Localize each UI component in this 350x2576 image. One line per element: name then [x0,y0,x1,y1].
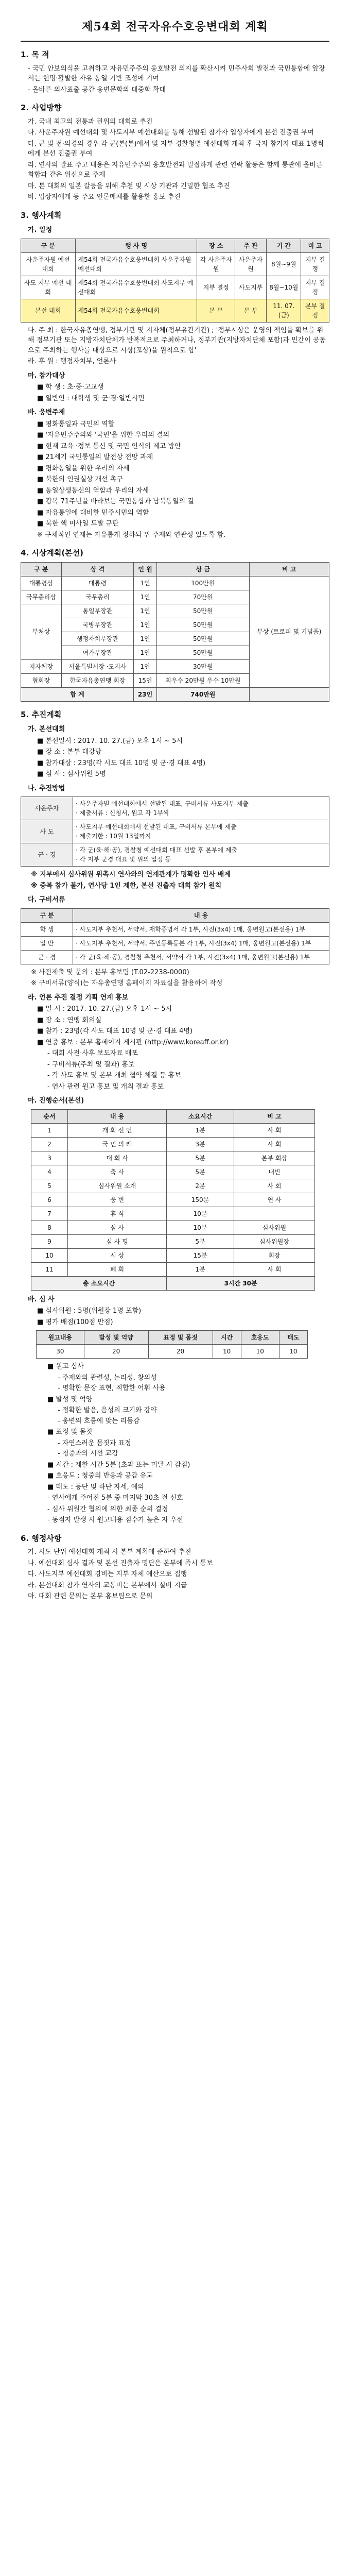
score-detail: ■ 태도 : 등단 및 하단 자세, 예의 [47,1483,144,1491]
table-cell: 30 [37,1345,84,1359]
participant-item: ■ 일반인 : 대학생 및 군·경·일반시민 [37,394,145,402]
table-cell: 1인 [134,590,157,604]
table-cell: 15인 [134,673,157,687]
table-cell: 행정자치부장관 [61,632,133,646]
section-purpose-heading: 1. 목 적 [21,50,49,59]
topic-item: ■ 자유통일에 대비한 민주시민의 역할 [37,509,149,517]
table-cell: 본 부 [197,299,235,322]
table-cell: 군 · 경 [21,843,73,867]
purpose-line: - 국민 안보의식을 고취하고 자유민주주의 웅호발전 의지를 확산시켜 민주사회 발전과 국민통합에 앞장서는 현명·활발한 자유 통일 기반 조성에 기여 [28,64,325,82]
table-cell: 3 [31,1151,68,1165]
table-cell: 지부 결정 [301,276,329,299]
table-cell: 2분 [167,1179,234,1193]
table-cell: 연 사 [234,1193,314,1207]
table-row [31,1193,315,1207]
table-header-cell: 상 금 [156,562,249,576]
score-table [36,1330,308,1359]
table-header-cell: 행 사 명 [75,239,197,252]
score-detail: - 청중과의 시선 교감 [58,1450,118,1458]
table-cell: 10 [213,1345,241,1359]
admin-line: 라. 본선대회 참가 연사의 교통비는 본부에서 실비 지급 [28,1581,187,1589]
awards-table [21,562,329,702]
table-cell: 50만원 [156,618,249,632]
document-title: 제54회 전국자유수호웅변대회 계획 [21,15,329,42]
promotion-item: - 대회 사전·사후 보도자료 배포 [47,1049,138,1057]
promotion-detail: ■ 일 시 : 2017. 10. 27.(금) 오후 1시 ~ 5시 [37,1005,172,1013]
table-cell: 내빈 [234,1165,314,1179]
section-execution-heading: 5. 추진계획 [21,709,62,719]
table-cell: 2 [31,1137,68,1151]
judging-detail: ■ 평가 배점(100점 만점) [37,1318,113,1326]
final-detail: ■ 장 소 : 본부 대강당 [37,748,102,756]
table-cell: 5 [31,1179,68,1193]
judging-detail: ■ 심사위원 : 5명(위원장 1명 포함) [37,1307,142,1315]
table-cell: 사 회 [234,1179,314,1193]
table-row-highlighted [21,299,329,322]
table-cell: 10분 [167,1207,234,1221]
score-detail: ■ 호응도 : 청중의 반응과 공감 유도 [47,1472,153,1480]
table-cell: 웅 변 [68,1193,167,1207]
table-row [21,820,329,843]
promotion-item: - 구비서류(주최 및 결과) 홍보 [47,1060,135,1069]
table-cell: 1인 [134,646,157,659]
topic-item: ■ 21세기 국민통일의 발전상 전망 과제 [37,453,153,461]
table-row [21,950,329,964]
promotion-detail: ■ 참가 : 23명(각 사도 대표 10명 및 군·경 대표 4명) [37,1027,192,1035]
table-header-cell: 주 관 [235,239,267,252]
table-cell: 3분 [167,1137,234,1151]
table-cell [234,1207,314,1221]
documents-note: ※ 사전제출 및 문의 : 본부 홍보팀 (T.02-2238-0000) [31,968,189,976]
table-cell: 국 민 의 례 [68,1137,167,1151]
table-cell: 사 회 [234,1137,314,1151]
table-cell: 740만원 [156,687,249,701]
table-cell: 10 [241,1345,279,1359]
table-cell: 50만원 [156,632,249,646]
table-header-row [31,1109,315,1123]
table-header-cell: 장 소 [197,239,235,252]
table-header-cell: 비 고 [249,562,329,576]
table-cell: 1분 [167,1123,234,1137]
table-row [31,1207,315,1221]
promotion-item: - 연사 관련 원고 홍보 및 개최 결과 홍보 [47,1082,164,1091]
final-detail: ■ 본선일시 : 2017. 10. 27.(금) 오후 1시 ~ 5시 [37,737,183,745]
table-cell: 대통령 [61,576,133,590]
table-cell: 통일부장관 [61,604,133,618]
table-cell: 본선 대회 [21,299,76,322]
table-cell: 8월~10월 [267,276,301,299]
table-cell: 제54회 전국자유수호웅변대회 [75,299,197,322]
warning-note: ※ 지부에서 심사위원 위촉시 연사와의 연계관계가 명확한 인사 배제 [31,871,231,878]
promotion-subheading: 라. 언론 추진 결정 기획 연계 홍보 [28,993,129,1002]
table-cell: 심사위원 [234,1221,314,1234]
program-subheading: 마. 진행순서(본선) [28,1097,84,1105]
promotion-detail: ■ 장 소 : 연맹 회의실 [37,1016,102,1024]
table-header-row [21,239,329,252]
score-detail: - 자연스러운 몸짓과 표정 [58,1439,131,1447]
section-awards-heading: 4. 시상계획(본선) [21,548,84,557]
table-cell: 지부 결정 [301,252,329,276]
table-cell: 7 [31,1207,68,1221]
topic-item: ■ 평화통일과 국민의 역할 [37,420,115,428]
purpose-line: - 올바른 의사표출 공간 웅변문화의 대중화 확대 [28,86,166,94]
documents-subheading: 다. 구비서류 [28,896,65,904]
table-cell: · 사도지부 추천서, 서약서, 주민등록등본 각 1부, 사진(3x4) 1매, 웅변원고(본선용) 1부 [73,936,329,950]
table-cell: 축 사 [68,1165,167,1179]
table-row [31,1151,315,1165]
score-detail: ■ 시간 : 제한 시간 5분 (초과 또는 미달 시 감점) [47,1461,190,1469]
table-header-cell: 기 간 [267,239,301,252]
table-cell: 협회장 [21,673,62,687]
topic-item: ■ 광복 71주년을 바라보는 국민통합과 남북통일의 길 [37,498,194,505]
table-cell: 합 계 [21,687,134,701]
table-row [37,1345,308,1359]
table-cell: 지자체장 [21,659,62,673]
table-cell: 6 [31,1193,68,1207]
table-row [21,843,329,867]
score-detail: ■ 표정 및 몸짓 [47,1428,93,1436]
table-cell: 사 회 [234,1262,314,1276]
table-cell: 5분 [167,1151,234,1165]
table-cell: 시 상 [68,1248,167,1262]
table-header-row [21,562,329,576]
table-cell: 본 부 [235,299,267,322]
table-cell: 10분 [167,1221,234,1234]
section-direction-heading: 2. 사업방향 [21,103,62,112]
table-cell: 사 도 [21,820,73,843]
table-row [31,1234,315,1248]
topics-subheading: 바. 웅변주제 [28,409,65,416]
table-cell: 1인 [134,576,157,590]
direction-line: 라. 연사의 발표 주고 내용은 지유민주주의 웅호발전과 밀접하게 관련 연락 활동은 함께 통관에 올바른 화합과 같은 위신으로 주제 [28,161,323,179]
table-cell: 제54회 전국자유수호웅변대회 사운주자원 예선대회 [75,252,197,276]
table-cell: 3시간 30분 [167,1276,315,1290]
table-header-cell: 비 고 [234,1109,314,1123]
table-cell: 지부 결정 [197,276,235,299]
participant-item: ■ 학 생 : 초·중·고교생 [37,383,104,391]
table-cell: 사운주자원 예선 대회 [21,252,76,276]
table-cell: 부상 (트로피 및 기념품) [249,576,329,687]
table-row [21,276,329,299]
program-table [31,1109,315,1291]
topic-item: ■ 북한 핵 미사일 도발 규탄 [37,520,119,528]
table-cell: 8 [31,1221,68,1234]
topic-item: ■ 현재 교육 ·정보 통신 및 국민 인식의 제고 방안 [37,442,181,450]
section-event-plan-heading: 3. 행사계획 [21,210,62,220]
table-cell: 4 [31,1165,68,1179]
table-row [31,1262,315,1276]
judging-note: - 연사에게 주어진 5분 중 마지막 30초 전 신호 [47,1494,183,1502]
table-cell: · 사운주자별 예선대회에서 선발된 대표, 구비서류 사도지부 제출 · 제출서류 : 신청서, 원고 각 1부씩 [73,797,329,820]
table-cell: · 사도지부 추천서, 서약서, 재학증명서 각 1부, 사진(3x4) 1매, 웅변원고(본선용) 1부 [73,922,329,936]
table-cell: 국무총리 [61,590,133,604]
table-header-cell: 인 원 [134,562,157,576]
participants-subheading: 마. 참가대상 [28,371,65,380]
table-cell: 사 회 [234,1123,314,1137]
table-header-cell: 구 분 [21,239,76,252]
table-header-cell: 시간 [213,1331,241,1345]
organizer-note: 다. 주 최 : 한국자유총연맹, 정부기관 및 지자체(정부유관기관) ; '정부시상은 운영의 책임을 확보를 위해 정부기관 또는 지방자치단체가 반복적으로 주최하거나, 정부기관(지방자치단체 포함)과 민간이 공동으로 주최하는 행사를 대상으로 시상(포상)을 원칙으로 함' [28,326,326,354]
table-cell: 폐 회 [68,1262,167,1276]
table-cell: · 각 군(육·해·공), 경찰청 추천서, 서약서 각 1부, 사진(3x4) 1매, 웅변원고(본선용) 1부 [73,950,329,964]
table-cell: 심 사 평 [68,1234,167,1248]
table-header-cell: 호응도 [241,1331,279,1345]
table-cell: 9 [31,1234,68,1248]
table-cell: 23인 [134,687,157,701]
method-subheading: 나. 추진방법 [28,784,65,792]
judging-note: - 심사 위원간 협의에 의한 최종 순위 결정 [47,1505,168,1513]
table-header-cell: 내 용 [73,908,329,922]
direction-line: 바. 입상자에게 등 주요 언론매체를 활용한 홍보 추진 [28,193,181,201]
table-cell: 군 · 경 [21,950,73,964]
score-detail: ■ 원고 심사 [47,1363,84,1370]
sponsor-note: 라. 후 원 : 행정자치부, 언론사 [28,358,116,365]
table-row [21,576,329,590]
table-header-cell: 발성 및 억양 [84,1331,148,1345]
table-total-row [31,1276,315,1290]
table-header-cell: 태도 [279,1331,307,1345]
table-cell: 본부 회장 [234,1151,314,1165]
table-cell: 학 생 [21,922,73,936]
table-cell: · 사도지부 예선대회에서 선발된 대표, 구비서류 본부에 제출 · 제출기한 : 10월 13일까지 [73,820,329,843]
table-cell: 제54회 전국자유수호웅변대회 사도지부 예선대회 [75,276,197,299]
score-detail: - 주제와의 관련성, 논리성, 창의성 [58,1374,157,1382]
documents-note: ※ 구비서류(양식)는 자유총연맹 홈페이지 자료실을 활용하여 작성 [31,979,223,987]
table-cell: 대 회 사 [68,1151,167,1165]
table-total-row [21,687,329,701]
table-row [31,1248,315,1262]
table-row [31,1221,315,1234]
table-row [21,936,329,950]
table-cell: 10 [279,1345,307,1359]
table-cell: 5분 [167,1165,234,1179]
table-cell: 8월~9월 [267,252,301,276]
score-detail: - 정확한 발음, 음성의 크기와 강약 [58,1406,157,1414]
table-row [21,252,329,276]
table-cell: 50만원 [156,646,249,659]
table-cell: 총 소요시간 [31,1276,167,1290]
score-detail: - 명확한 문장 표현, 적합한 어휘 사용 [58,1384,166,1392]
direction-line: 가. 국내 최고의 전통과 권위의 대회로 추진 [28,117,153,126]
table-cell: 국방부장관 [61,618,133,632]
topic-item: ■ 북한의 인권실상 개선 촉구 [37,476,123,483]
table-row [31,1179,315,1193]
table-cell: 5분 [167,1234,234,1248]
table-cell: 1인 [134,618,157,632]
table-row [31,1137,315,1151]
table-cell: 심사위원장 [234,1234,314,1248]
admin-line: 마. 대회 관련 문의는 본부 홍보팀으로 문의 [28,1592,153,1600]
table-cell [249,687,329,701]
table-cell: 회장 [234,1248,314,1262]
table-cell: 심사위원 소개 [68,1179,167,1193]
topic-note: ※ 구체적인 연제는 자유롭게 정하되 위 주제와 연관성 있도록 함. [37,531,226,539]
table-cell: · 각 군(육·해·공), 경찰청 예선대회 대표 선발 후 본부에 제출 · 각 지부 군경 대표 및 위의 일정 등 [73,843,329,867]
judging-note: - 동점자 발생 시 원고내용 점수가 높은 자 우선 [47,1516,183,1524]
score-detail: - 웅변의 흐름에 맞는 리듬감 [58,1417,140,1425]
admin-line: 다. 사도지부 예선대회 경비는 지부 자체 예산으로 집행 [28,1570,187,1578]
table-cell: 1인 [134,659,157,673]
direction-line: 마. 본 대회의 일본 갈등을 위해 추천 및 시상 기관과 긴밀한 협조 추진 [28,182,230,190]
section-admin-heading: 6. 행정사항 [21,1533,62,1543]
table-header-cell: 표정 및 몸짓 [148,1331,213,1345]
table-cell: 10 [31,1248,68,1262]
table-header-cell: 소요시간 [167,1109,234,1123]
table-cell: 11 [31,1262,68,1276]
topic-item: ■ 통일상생통신의 역할과 우리의 자세 [37,486,149,495]
table-cell: 본부 결정 [301,299,329,322]
table-cell: 1분 [167,1262,234,1276]
schedule-subheading: 가. 일정 [28,226,52,234]
table-cell: 30만원 [156,659,249,673]
table-cell: 사운주자 [21,797,73,820]
table-cell: 70만원 [156,590,249,604]
table-cell: 1인 [134,604,157,618]
table-cell: 1인 [134,632,157,646]
table-cell: 부처상 [21,604,62,659]
table-header-cell: 비 고 [301,239,329,252]
table-cell: 150분 [167,1193,234,1207]
schedule-table [21,239,329,323]
promotion-item: - 각 사도 홍보 및 본부 개최 협약 체결 등 홍보 [47,1072,181,1079]
final-detail: ■ 심 사 : 심사위원 5명 [37,770,106,778]
table-cell: 11. 07.(금) [267,299,301,322]
final-subheading: 가. 본선대회 [28,725,65,733]
table-header-cell: 내 용 [68,1109,167,1123]
table-header-cell: 원고내용 [37,1331,84,1345]
table-cell: 100만원 [156,576,249,590]
table-cell: 휴 식 [68,1207,167,1221]
admin-line: 가. 시도 단위 예선대회 개최 시 본부 계획에 준하여 추진 [28,1548,191,1556]
table-header-cell: 상 격 [61,562,133,576]
table-cell: 1 [31,1123,68,1137]
table-header-cell: 순서 [31,1109,68,1123]
admin-line: 나. 예선대회 심사 결과 및 본선 진출자 명단은 본부에 즉시 통보 [28,1559,213,1567]
direction-line: 나. 사운주자원 예선대회 및 사도지부 예선대회를 통해 선발된 참가자 입상자에게 본선 진출권 부여 [28,129,314,137]
table-cell: 20 [148,1345,213,1359]
table-cell: 한국자유총연맹 회장 [61,673,133,687]
table-cell: 개 회 선 언 [68,1123,167,1137]
table-row [21,797,329,820]
direction-line: 다. 군 및 전·의경의 경우 각 군(본(본)에서 및 지부 경찰청별 예선대회 개최 후 국자 참가자 대표 1명씩에게 본선 진출권 부여 [28,140,324,158]
table-header-cell: 구 분 [21,562,62,576]
warning-note: ※ 중복 참가 불가, 연사당 1인 제한, 본선 진출자 대회 참가 원칙 [31,882,222,890]
table-cell: 국무총리상 [21,590,62,604]
table-cell: 여가부장관 [61,646,133,659]
table-row [31,1123,315,1137]
table-row [21,922,329,936]
table-header-row [37,1331,308,1345]
promotion-detail: ■ 연중 홍보 : 본부 홈페이지 게시판 (http://www.koreaff.or.kr) [37,1038,229,1046]
table-cell: 심 사 [68,1221,167,1234]
table-cell: 일 반 [21,936,73,950]
table-cell: 서울특별시장 ·도지사 [61,659,133,673]
table-cell: 각 사운주자원 [197,252,235,276]
score-detail: ■ 발성 및 억양 [47,1395,93,1403]
judging-subheading: 바. 심 사 [28,1295,55,1303]
table-cell: 50만원 [156,604,249,618]
table-cell: 사운주자원 [235,252,267,276]
table-cell: 최우수 20만원 우수 10만원 [156,673,249,687]
topic-item: ■ '자유민주주의와 '국민'을 위한 우리의 결의 [37,431,170,439]
table-cell: 사도 지부 예선 대회 [21,276,76,299]
documents-table [21,908,329,964]
table-cell: 15분 [167,1248,234,1262]
table-header-row [21,908,329,922]
table-cell: 사도지부 [235,276,267,299]
method-table [21,796,329,867]
topic-item: ■ 평화통일을 위한 우리의 자세 [37,464,130,472]
table-cell: 대통령상 [21,576,62,590]
table-cell: 20 [84,1345,148,1359]
table-row [31,1165,315,1179]
final-detail: ■ 참가대상 : 23명(각 시도 대표 10명 및 군·경 대표 4명) [37,759,206,767]
table-header-cell: 구 분 [21,908,73,922]
